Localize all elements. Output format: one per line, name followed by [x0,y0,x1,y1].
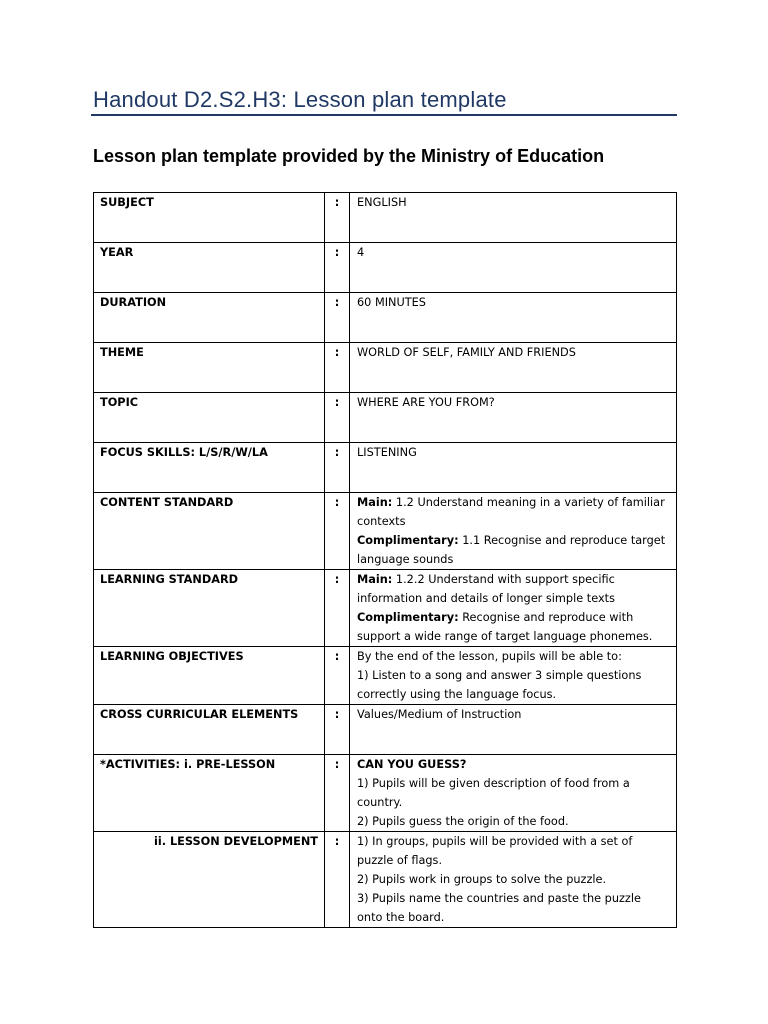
line-text: information and details of longer simple texts [357,592,615,605]
value-line: country. [357,796,403,809]
value-line [357,589,672,608]
row-value: WORLD OF SELF, FAMILY AND FRIENDS [350,343,677,393]
value-line: By the end of the lesson, pupils will be able to: [357,650,622,663]
row-label: LEARNING STANDARD [94,570,325,647]
row-value [350,493,677,570]
row-lesson-development [94,832,677,928]
row-value: LISTENING [350,443,677,493]
row-duration [94,293,677,343]
row-value: Values/Medium of Instruction [350,705,677,755]
row-separator: : [325,243,350,293]
value-line [357,512,672,531]
row-separator: : [325,493,350,570]
row-label: FOCUS SKILLS: L/S/R/W/LA [94,443,325,493]
row-value [350,755,677,832]
value-line [357,570,672,589]
row-learning-objectives [94,647,677,705]
row-label: YEAR [94,243,325,293]
row-value [350,647,677,705]
row-value: 4 [350,243,677,293]
lesson-plan-table [93,192,677,928]
row-focus-skills [94,443,677,493]
value-line [357,627,672,646]
value-line [357,550,672,569]
row-value: ENGLISH [350,193,677,243]
value-line: 1) Pupils will be given description of food from a [357,777,630,790]
handout-title: Handout D2.S2.H3: Lesson plan template [93,87,507,112]
value-line: 1) Listen to a song and answer 3 simple questions [357,669,642,682]
row-label: THEME [94,343,325,393]
row-label: SUBJECT [94,193,325,243]
title-rule [91,114,677,116]
row-cross-curricular [94,705,677,755]
row-separator: : [325,647,350,705]
row-label: DURATION [94,293,325,343]
row-label: TOPIC [94,393,325,443]
row-separator: : [325,570,350,647]
value-line [357,608,672,627]
value-line [357,493,672,512]
value-line: 2) Pupils guess the origin of the food. [357,815,569,828]
row-subject [94,193,677,243]
row-separator: : [325,293,350,343]
value-line: 2) Pupils work in groups to solve the puzzle. [357,873,607,886]
row-separator: : [325,343,350,393]
activity-heading: CAN YOU GUESS? [357,758,467,771]
row-separator: : [325,705,350,755]
row-value [350,570,677,647]
row-learning-standard [94,570,677,647]
row-label: CONTENT STANDARD [94,493,325,570]
value-line: 1) In groups, pupils will be provided with a set of [357,835,633,848]
value-line: correctly using the language focus. [357,688,557,701]
row-separator: : [325,393,350,443]
row-label: LEARNING OBJECTIVES [94,647,325,705]
line-text: Recognise and reproduce with [458,611,634,624]
line-bold-prefix: Complimentary: [357,534,459,547]
row-pre-lesson [94,755,677,832]
line-bold-prefix: Main: [357,496,393,509]
line-text: support a wide range of target language phonemes. [357,630,653,643]
row-separator: : [325,193,350,243]
value-line: puzzle of flags. [357,854,443,867]
row-label: CROSS CURRICULAR ELEMENTS [94,705,325,755]
row-separator: : [325,755,350,832]
document-subtitle: Lesson plan template provided by the Ministry of Education [93,146,605,166]
row-value: 60 MINUTES [350,293,677,343]
row-label: *ACTIVITIES: i. PRE-LESSON [94,755,325,832]
line-text: 1.2.2 Understand with support specific [392,573,615,586]
row-separator: : [325,443,350,493]
line-bold-prefix: Complimentary: [357,611,459,624]
row-theme [94,343,677,393]
row-value [350,832,677,928]
row-label: ii. LESSON DEVELOPMENT [94,832,325,928]
row-value: WHERE ARE YOU FROM? [350,393,677,443]
line-text: contexts [357,515,406,528]
line-text: 1.1 Recognise and reproduce target [458,534,666,547]
value-line: 3) Pupils name the countries and paste the puzzle [357,892,641,905]
row-content-standard [94,493,677,570]
line-bold-prefix: Main: [357,573,393,586]
value-line: onto the board. [357,911,445,924]
line-text: 1.2 Understand meaning in a variety of familiar [392,496,665,509]
row-topic [94,393,677,443]
row-year [94,243,677,293]
value-line [357,531,672,550]
line-text: language sounds [357,553,454,566]
row-separator: : [325,832,350,928]
